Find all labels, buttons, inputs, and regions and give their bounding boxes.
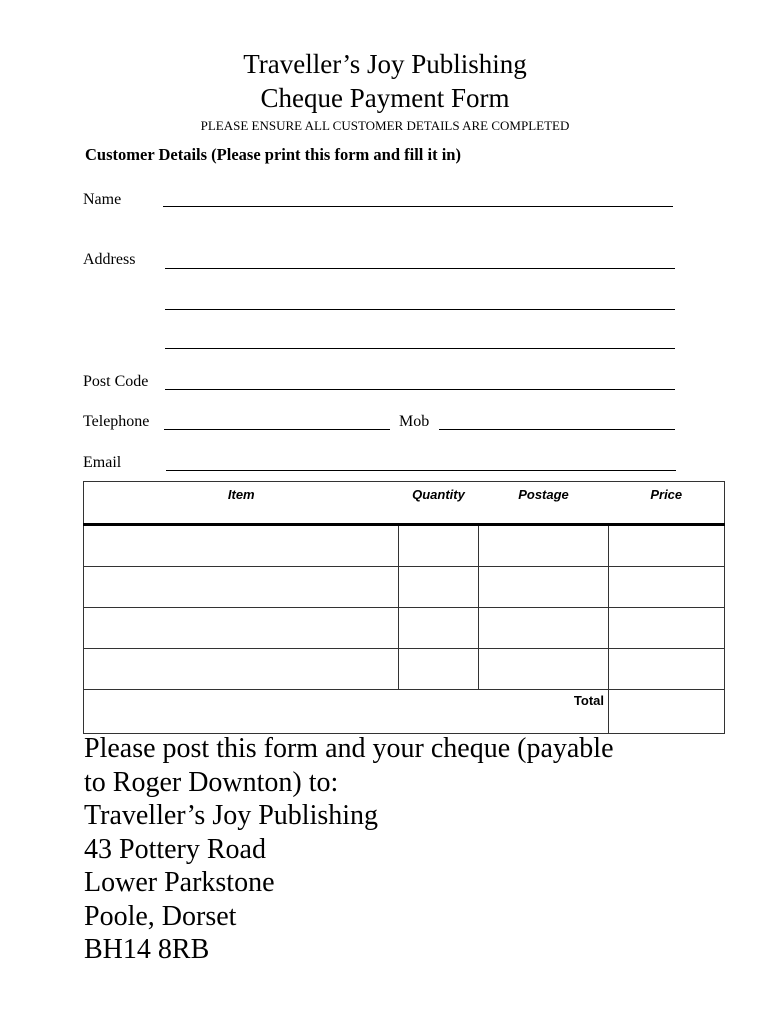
total-label: Total <box>84 690 609 734</box>
order-items-table <box>83 481 725 734</box>
postage-column-header: Postage <box>479 482 609 525</box>
item-cell[interactable] <box>84 608 399 649</box>
company-title: Traveller’s Joy Publishing <box>243 49 527 79</box>
quantity-cell[interactable] <box>399 649 479 690</box>
address-town-line: Poole, Dorset <box>84 900 237 932</box>
instruction-line: Please post this form and your cheque (payable <box>84 733 614 764</box>
price-cell[interactable] <box>609 525 725 567</box>
table-header-row <box>84 482 725 525</box>
price-cell[interactable] <box>609 608 725 649</box>
form-title: Cheque Payment Form <box>260 83 510 113</box>
quantity-column-header: Quantity <box>399 482 479 525</box>
post-code-label: Post Code <box>83 373 149 390</box>
price-column-header: Price <box>609 482 725 525</box>
table-row <box>84 525 725 567</box>
postage-cell[interactable] <box>479 649 609 690</box>
address-company-line: Traveller’s Joy Publishing <box>84 800 379 831</box>
email-field[interactable] <box>166 470 676 471</box>
customer-details-heading: Customer Details (Please print this form and fill it in) <box>85 145 461 164</box>
name-field[interactable] <box>163 206 673 207</box>
item-cell[interactable] <box>84 649 399 690</box>
item-cell[interactable] <box>84 567 399 608</box>
table-row <box>84 608 725 649</box>
address-area-line: Lower Parkstone <box>84 867 275 898</box>
quantity-cell[interactable] <box>399 608 479 649</box>
address-street-line: 43 Pottery Road <box>84 833 266 865</box>
table-row <box>84 567 725 608</box>
telephone-field[interactable] <box>164 429 390 430</box>
address-field-line-1[interactable] <box>165 268 675 269</box>
item-column-header: Item <box>84 482 399 525</box>
table-row <box>84 649 725 690</box>
price-cell[interactable] <box>609 567 725 608</box>
posting-instructions <box>84 732 614 967</box>
item-cell[interactable] <box>84 525 399 567</box>
name-label: Name <box>83 191 122 208</box>
mobile-field[interactable] <box>439 429 675 430</box>
address-label: Address <box>83 251 136 268</box>
address-postcode-line: BH14 8RB <box>84 934 210 965</box>
address-field-line-3[interactable] <box>165 348 675 349</box>
total-price-cell[interactable] <box>609 690 725 734</box>
quantity-cell[interactable] <box>399 567 479 608</box>
postage-cell[interactable] <box>479 608 609 649</box>
post-code-field[interactable] <box>165 389 675 390</box>
telephone-label: Telephone <box>83 413 150 430</box>
email-label: Email <box>83 454 122 471</box>
price-cell[interactable] <box>609 649 725 690</box>
postage-cell[interactable] <box>479 567 609 608</box>
address-field-line-2[interactable] <box>165 309 675 310</box>
mobile-label: Mob <box>399 413 430 430</box>
total-row <box>84 690 725 734</box>
completion-notice: PLEASE ENSURE ALL CUSTOMER DETAILS ARE COMPLETED <box>200 118 570 133</box>
instruction-line: to Roger Downton) to: <box>84 766 339 798</box>
quantity-cell[interactable] <box>399 525 479 567</box>
postage-cell[interactable] <box>479 525 609 567</box>
